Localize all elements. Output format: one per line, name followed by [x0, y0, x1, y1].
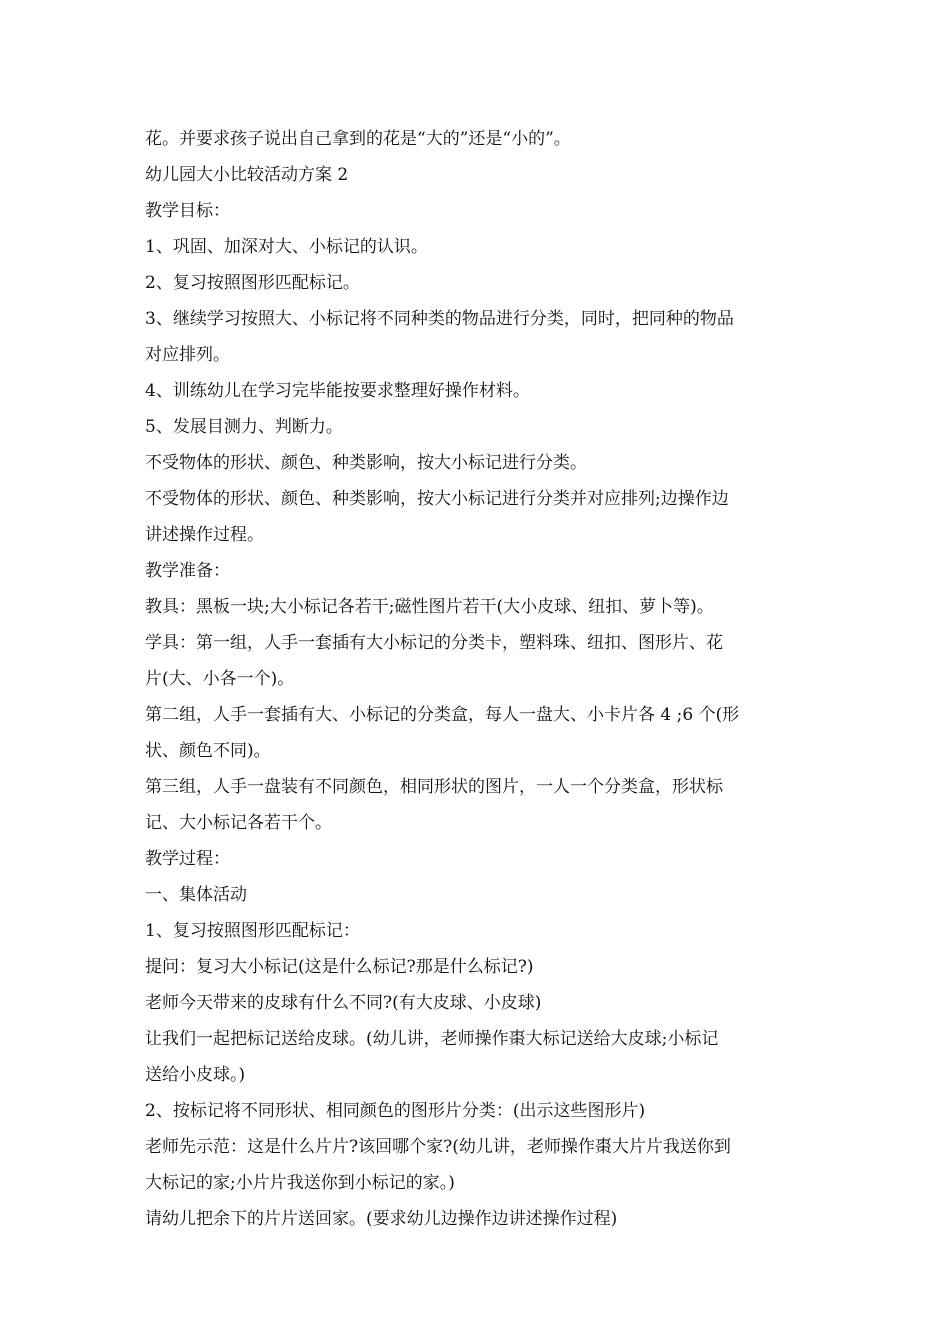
text-line: 讲述操作过程。: [145, 525, 264, 545]
section-title: 幼儿园大小比较活动方案 2: [145, 165, 349, 185]
text-line: 4、训练幼儿在学习完毕能按要求整理好操作材料。: [145, 381, 530, 401]
text-line: 让我们一起把标记送给皮球。(幼儿讲，老师操作棗大标记送给大皮球;小标记: [145, 1029, 719, 1049]
text-line: 3、继续学习按照大、小标记将不同种类的物品进行分类，同时，把同种的物品: [145, 309, 734, 329]
text-line: 不受物体的形状、颜色、种类影响，按大小标记进行分类。: [145, 453, 587, 473]
text-line: 2、按标记将不同形状、相同颜色的图形片分类：(出示这些图形片): [145, 1101, 646, 1121]
text-line: 送给小皮球。): [145, 1065, 246, 1085]
text-line: 2、复习按照图形匹配标记。: [145, 273, 360, 293]
text-line: 学具：第一组，人手一套插有大小标记的分类卡，塑料珠、纽扣、图形片、花: [145, 633, 723, 653]
text-line: 老师今天带来的皮球有什么不同?(有大皮球、小皮球): [145, 993, 542, 1013]
text-line: 老师先示范：这是什么片片?该回哪个家?(幼儿讲，老师操作棗大片片我送你到: [145, 1137, 731, 1157]
text-line: 第二组，人手一套插有大、小标记的分类盒，每人一盘大、小卡片各 4 ;6 个(形: [145, 705, 740, 725]
text-line: 状、颜色不同)。: [145, 741, 271, 761]
text-line: 记、大小标记各若干个。: [145, 813, 332, 833]
text-line: 一、集体活动: [145, 885, 247, 905]
text-line: 1、复习按照图形匹配标记：: [145, 921, 360, 941]
text-line: 对应排列。: [145, 345, 230, 365]
text-line: 1、巩固、加深对大、小标记的认识。: [145, 237, 428, 257]
heading-teaching-goals: 教学目标：: [145, 201, 230, 221]
text-line: 教具：黑板一块;大小标记各若干;磁性图片若干(大小皮球、纽扣、萝卜等)。: [145, 597, 714, 617]
heading-teaching-prep: 教学准备：: [145, 561, 230, 581]
text-line: 请幼儿把余下的片片送回家。(要求幼儿边操作边讲述操作过程): [145, 1209, 618, 1229]
text-line: 5、发展目测力、判断力。: [145, 417, 343, 437]
text-line: 提问：复习大小标记(这是什么标记?那是什么标记?): [145, 957, 534, 977]
text-line: 花。并要求孩子说出自己拿到的花是“大的”还是“小的”。: [145, 129, 571, 149]
document-body: [145, 121, 810, 1237]
text-line: 大标记的家;小片片我送你到小标记的家。): [145, 1173, 455, 1193]
text-line: 片(大、小各一个)。: [145, 669, 295, 689]
text-line: 不受物体的形状、颜色、种类影响，按大小标记进行分类并对应排列;边操作边: [145, 489, 729, 509]
heading-teaching-process: 教学过程：: [145, 849, 230, 869]
text-line: 第三组，人手一盘装有不同颜色，相同形状的图片，一人一个分类盒，形状标: [145, 777, 723, 797]
